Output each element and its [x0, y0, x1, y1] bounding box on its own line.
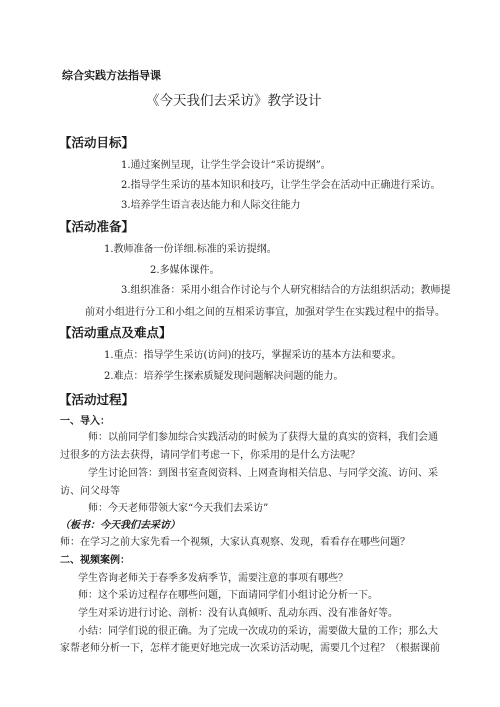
- prep-item: 2.多媒体课件。: [150, 265, 220, 276]
- case-line: 小结：同学们说的很正确。为了完成一次成功的采访，需要做大量的工作；那么大: [78, 626, 438, 637]
- section-heading-key-points: 【活动重点及难点】: [59, 325, 172, 340]
- goal-item: 2.指导学生采访的基本知识和技巧，让学生学会在活动中正确进行采访。: [121, 180, 441, 191]
- document-title: 《今天我们去采访》教学设计: [146, 93, 322, 109]
- intro-title: 一、导入：: [60, 416, 110, 427]
- prep-item: 3.组织准备：采用小组合作讨论与个人研究相结合的方法组织活动；教师提: [121, 285, 451, 296]
- case-title: 二、视频案例：: [60, 555, 130, 566]
- case-line: 师：这个采访过程存在哪些问题，下面请同学们小组讨论分析一下。: [78, 590, 378, 601]
- case-line: 学生对采访进行讨论、剖析：没有认真倾听、乱动东西、没有准备好等。: [78, 608, 398, 619]
- intro-line: 过很多的方法去获得，请同学们考虑一下，你采用的是什么方法呢？: [60, 450, 360, 461]
- goal-item: 1.通过案例呈现，让学生学会设计“采访提纲”。: [121, 160, 331, 171]
- key-point-item: 2.难点：培养学生探索质疑发现问题解决问题的能力。: [104, 371, 344, 382]
- intro-line: 师：今天老师带领大家“今天我们去采访”: [88, 503, 269, 514]
- intro-line: 访、问父母等: [60, 486, 120, 497]
- section-heading-prep: 【活动准备】: [59, 219, 135, 234]
- intro-line: 学生讨论回答：到图书室查阅资料、上网查询相关信息、与同学交流、访问、采: [88, 468, 438, 479]
- course-label: 综合实践方法指导课: [62, 69, 161, 82]
- key-point-item: 1.重点：指导学生采访(访问)的技巧，掌握采访的基本方法和要求。: [104, 350, 402, 361]
- prep-item: 1.教师准备一份详细.标准的采访提纲。: [104, 244, 277, 255]
- goal-item: 3.培养学生语言表达能力和人际交往能力: [121, 200, 301, 211]
- case-line: 学生咨询老师关于春季多发病季节，需要注意的事项有哪些？: [78, 573, 348, 584]
- section-heading-goals: 【活动目标】: [59, 135, 135, 150]
- prep-item-continued: 前对小组进行分工和小组之间的互相采访事宜，加强对学生在实践过程中的指导。: [85, 307, 445, 318]
- board-note: （板书：今天我们去采访）: [60, 520, 180, 531]
- section-heading-process: 【活动过程】: [59, 392, 135, 407]
- case-line: 家帮老师分析一下，怎样才能更好地完成一次采访活动呢，需要几个过程？（根据课前: [60, 643, 440, 654]
- intro-line: 师：以前同学们参加综合实践活动的时候为了获得大量的真实的资料，我们会通: [88, 432, 438, 443]
- video-intro: 师：在学习之前大家先看一个视频，大家认真观察、发现，看看存在哪些问题？: [60, 537, 410, 548]
